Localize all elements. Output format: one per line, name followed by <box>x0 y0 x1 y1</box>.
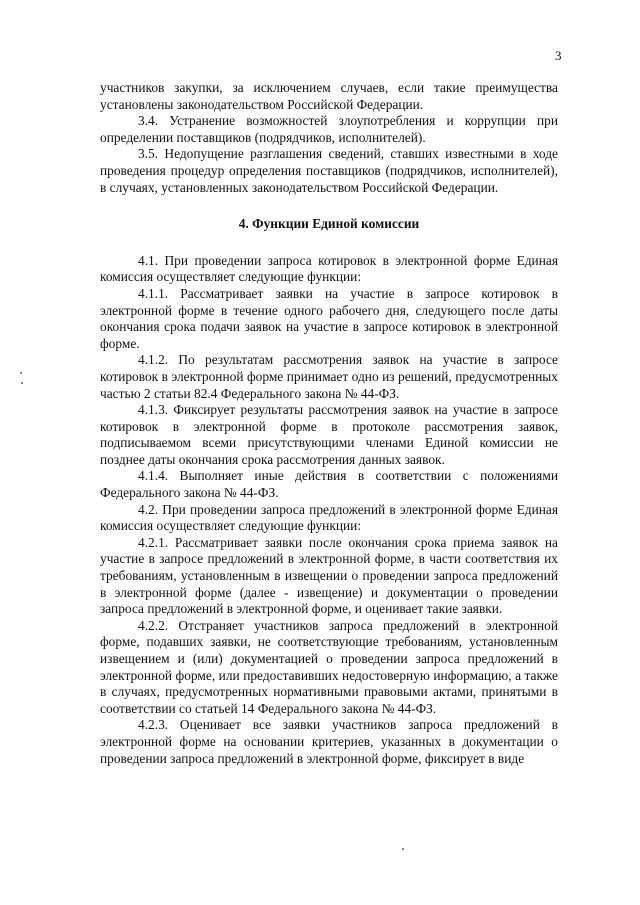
scan-speck <box>21 382 23 384</box>
paragraph-4-1-2: 4.1.2. По результатам рассмотрения заявок на участие в запросе котировок в электронной форме принимает одно из решений, предусмотренных частью 2 статьи 82.4 Федерального закона № 44-ФЗ. <box>100 352 558 401</box>
scan-speck <box>402 848 404 850</box>
paragraph-3-5: 3.5. Недопущение разглашения сведений, ставших известными в ходе проведения процедур определения поставщиков (подрядчиков, исполнителей), в случаях, установленных законодательством Российской Федерации. <box>100 146 558 195</box>
paragraph-4-1-1: 4.1.1. Рассматривает заявки на участие в запросе котировок в электронной форме в течение одного рабочего дня, следующего после даты окончания срока подачи заявок на участие в запросе котировок в электронной форме. <box>100 285 558 351</box>
paragraph-3-4: 3.4. Устранение возможностей злоупотребления и коррупции при определении поставщиков (подрядчиков, исполнителей). <box>100 113 558 145</box>
document-body <box>100 80 558 767</box>
scan-speck <box>20 372 22 374</box>
page-number: 3 <box>555 48 562 63</box>
paragraph-4-1: 4.1. При проведении запроса котировок в электронной форме Единая комиссия осуществляет следующие функции: <box>100 252 558 285</box>
paragraph-continuation: участников закупки, за исключением случаев, если такие преимущества установлены законодательством Российской Федерации. <box>100 80 558 112</box>
paragraph-4-2-3: 4.2.3. Оценивает все заявки участников запроса предложений в электронной форме на основании критериев, указанных в документации о проведении запроса предложений в электронной форме, фиксирует в виде <box>100 717 558 766</box>
paragraph-4-2-1: 4.2.1. Рассматривает заявки после окончания срока приема заявок на участие в запросе предложений в электронной форме, в части соответствия их требованиям, установленным в извещении о проведении запроса предложений в электронной форме (далее - извещение) и документации о проведении запроса предложений в электронной форме, и оценивает такие заявки. <box>100 534 558 617</box>
paragraph-4-2: 4.2. При проведении запроса предложений в электронной форме Единая комиссия осуществляет следующие функции: <box>100 501 558 534</box>
paragraph-4-1-3: 4.1.3. Фиксирует результаты рассмотрения заявок на участие в запросе котировок в электронной форме в протоколе рассмотрения заявок, подписываемом всеми присутствующими членами Единой комиссии не позднее даты окончания срока рассмотрения данных заявок. <box>100 402 558 467</box>
section-heading: 4. Функции Единой комиссии <box>238 216 420 232</box>
paragraph-4-2-2: 4.2.2. Отстраняет участников запроса предложений в электронной форме, подавших заявки, не соответствующие требованиям, установленным извещением и (или) документацией о проведении запроса предложений в электронной форме, или предоставивших недостоверную информацию, а также в случаях, предусмотренных нормативными правовыми актами, принятыми в соответствии со статьей 14 Федерального закона № 44-ФЗ. <box>100 617 558 716</box>
paragraph-4-1-4: 4.1.4. Выполняет иные действия в соответствии с положениями Федерального закона № 44-ФЗ. <box>100 468 558 501</box>
